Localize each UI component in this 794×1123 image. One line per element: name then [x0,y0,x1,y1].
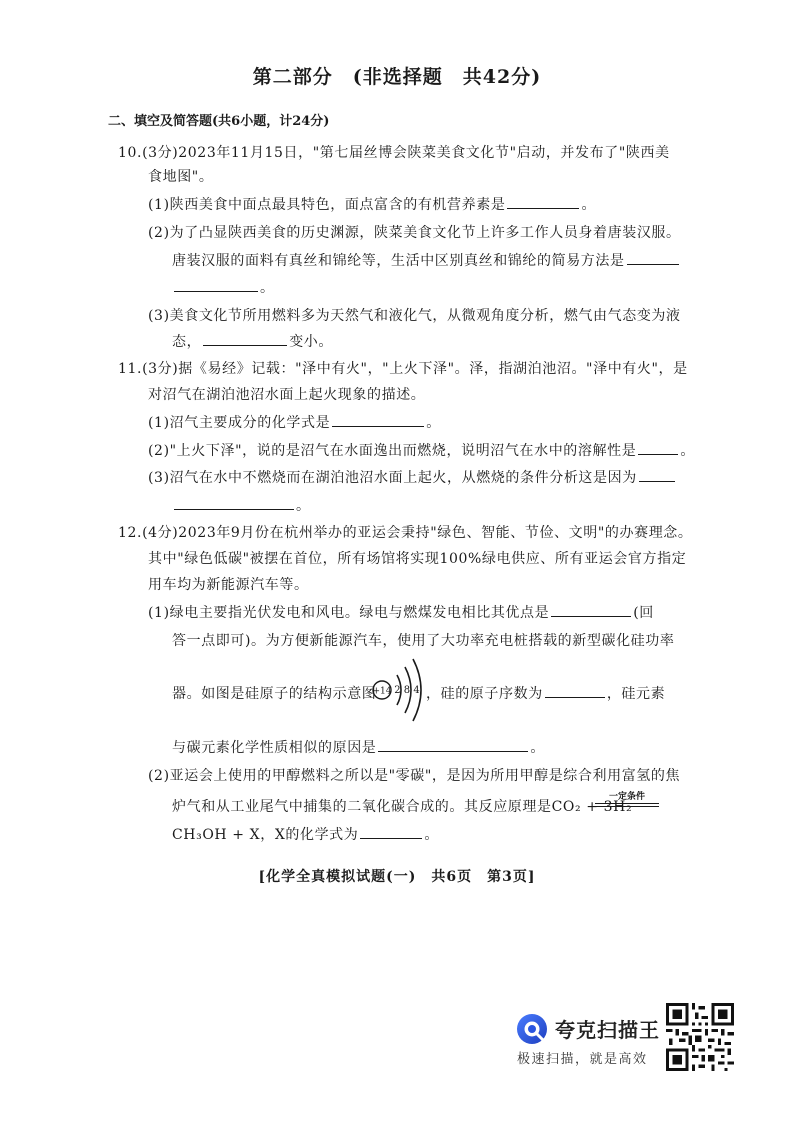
brand-name: 夸克扫描王 [555,1018,660,1042]
q11-part1-end: 。 [426,415,441,431]
q11-part2-end: 。 [680,443,695,459]
q12-part1-note: 答一点即可)。 [172,633,266,649]
q10-stem-line2: 食地图"。 [148,169,214,185]
q12-part1-line3b [426,683,665,703]
part-title: 第二部分 (非选择题 共42分) [252,66,542,88]
q12-part1-text-d: ，硅的原子序数为 [426,686,543,702]
q11-part2 [148,440,695,460]
q12-part2-text: CH₃OH + X，X的化学式为 [172,827,359,843]
q10-part1 [148,194,596,214]
q12-part2-line1: (2)亚运会上使用的甲醇燃料之所以是"零碳"，是因为所用甲醇是综合利用富氢的焦 [148,768,681,784]
brand-slogan: 极速扫描，就是高效 [517,1052,648,1067]
q12-part1-blank-b[interactable] [545,683,605,698]
q12-part1-blank-c[interactable] [378,737,528,752]
q12-part1-text-e: ，硅元素 [606,686,666,702]
q10-part2-text: 唐装汉服的面料有真丝和锦纶等，生活中区别真丝和锦纶的简易方法是 [172,253,625,269]
q12-part1-text-c: 为方便新能源汽车，使用了大功率充电桩搭载的新型碳化硅功率 [265,633,675,649]
q10-part2-line2 [172,250,681,270]
q12-part1-blank-a[interactable] [551,602,631,617]
q10-part2-end: 。 [260,280,275,296]
q10-part1-blank[interactable] [507,194,579,209]
q10-part2-line1: (2)为了凸显陕西美食的历史渊源，陕菜美食文化节上许多工作人员身着唐装汉服。 [148,225,681,241]
q12-part1-line3a: 器。如图是硅原子的结构示意图 [172,686,377,702]
qr-code-icon[interactable] [666,1003,734,1071]
q11-part2-blank[interactable] [638,440,678,455]
q11-part2-text: (2)"上火下泽"，说的是沼气在水面逸出而燃烧，说明沼气在水中的溶解性是 [148,443,637,459]
q10-part1-end: 。 [581,197,597,213]
q12-part2-line2: 炉气和从工业尾气中捕集的二氧化碳合成的。其反应原理是CO₂ + 3H₂ [172,799,633,815]
q10-part2-blank-a[interactable] [627,250,679,265]
q12-part1-text-f: 与碳元素化学性质相似的原因是 [172,740,377,756]
q11-part1 [148,412,441,432]
q11-part3-text: (3)沼气在水中不燃烧而在湖泊池沼水面上起火，从燃烧的条件分析这是因为 [148,470,637,486]
atom-nucleus-label: +14 [372,686,392,697]
reaction-condition-arrow [595,789,659,807]
q10-stem-line1: 10.(3分)2023年11月15日，"第七届丝博会陕菜美食文化节"启动，并发布了"陕西美 [118,145,670,161]
q12-part1-line2 [172,630,674,650]
q12-part1-text-a: (1)绿电主要指光伏发电和风电。绿电与燃煤发电相比其优点是 [148,605,550,621]
q11-part3-blank-b[interactable] [174,495,294,510]
q12-stem-line3: 用车均为新能源汽车等。 [148,577,309,593]
q10-part3-line1: (3)美食文化节所用燃料多为天然气和液化气，从微观角度分析，燃气由气态变为液 [148,308,681,324]
q12-part1-text-b: (回 [633,605,654,621]
q11-stem-line2: 对沼气在湖泊池沼水面上起火现象的描述。 [148,387,426,403]
q12-part2-end: 。 [424,827,439,843]
q10-part3-line2 [172,331,333,351]
q12-part2-line3 [172,824,439,844]
q11-stem-line1: 11.(3分)据《易经》记载："泽中有火"，"上火下泽"。泽，指湖泊池沼。"泽中有火"，是 [118,361,688,377]
q12-stem-line1: 12.(4分)2023年9月份在杭州举办的亚运会秉持"绿色、智能、节俭、文明"的办赛理念。 [118,525,693,541]
q10-part2-line3 [172,277,275,297]
q11-part1-blank[interactable] [332,412,424,427]
q11-part1-text: (1)沼气主要成分的化学式是 [148,415,331,431]
scanner-watermark [515,1010,665,1070]
q11-part3-line1 [148,467,677,487]
q12-part1-end: 。 [530,740,546,756]
q10-part3-text-a: 态， [172,334,202,350]
q12-stem-line2: 其中"绿色低碳"被摆在首位，所有场馆将实现100%绿电供应、所有亚运会官方指定 [148,551,687,567]
q12-part2-blank[interactable] [360,824,422,839]
reaction-equals-line-1 [595,803,659,804]
q10-part2-blank-b[interactable] [174,277,258,292]
q10-part1-text: (1)陕西美食中面点最具特色，面点富含的有机营养素是 [148,197,506,213]
atom-electrons-label: 2 8 4 [394,685,420,696]
q11-part3-end: 。 [296,498,311,514]
quark-logo-icon [515,1012,549,1046]
page-footer: [化学全真模拟试题(一) 共6页 第3页] [258,869,536,885]
q11-part3-blank-a[interactable] [639,467,675,482]
q12-part1-line4 [172,737,545,757]
q10-part3-text-b: 变小。 [289,334,334,350]
q12-part1-line1 [148,602,654,622]
section-heading: 二、填空及简答题(共6小题，计24分) [108,114,330,129]
q11-part3-line2 [172,495,311,515]
reaction-condition-text: 一定条件 [608,792,645,802]
reaction-equals-line-2 [595,806,659,807]
silicon-atom-diagram [372,655,452,725]
q10-part3-blank[interactable] [203,331,287,346]
